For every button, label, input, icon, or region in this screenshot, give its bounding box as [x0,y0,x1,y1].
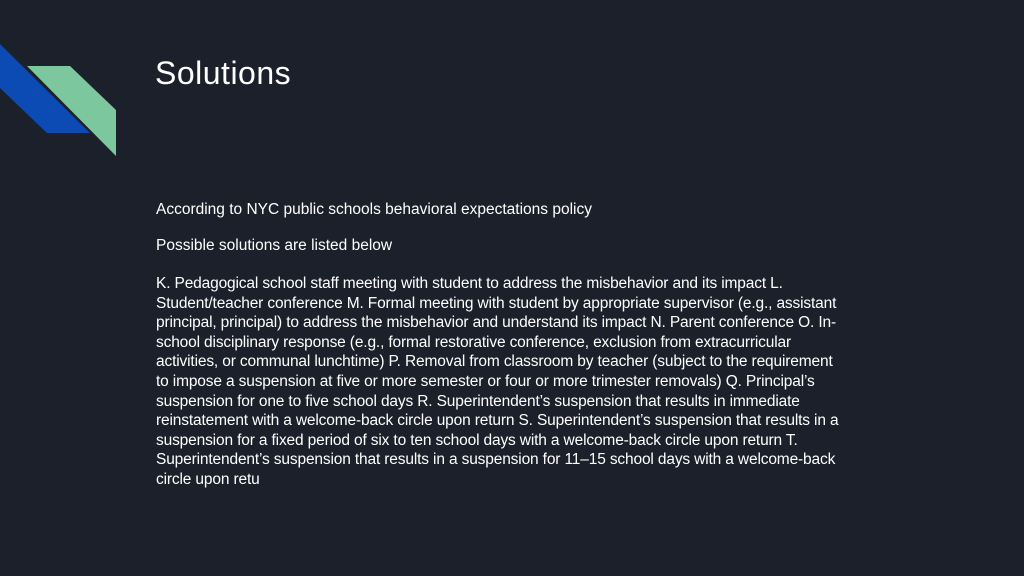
body-line: to impose a suspension at five or more semester or four or more trimester removals) Q. Principal’s [156,372,815,390]
body-line: suspension for one to five school days R. Superintendent’s suspension that results in immediate [156,392,800,410]
body-line: reinstatement with a welcome-back circle upon return S. Superintendent’s suspension that results in a [156,412,839,430]
slide-title: Solutions [155,55,292,91]
body-line: school disciplinary response (e.g., formal restorative conference, exclusion from extracurricular [156,333,791,351]
solutions-body [156,274,838,490]
body-line: K. Pedagogical school staff meeting with student to address the misbehavior and its impact L. [156,275,783,292]
decorative-stripes [0,0,130,170]
intro-text: According to NYC public schools behavioral expectations policy [156,201,592,218]
body-line: Student/teacher conference M. Formal meeting with student by appropriate supervisor (e.g., assistant [156,294,837,312]
body-line: suspension for a fixed period of six to ten school days with a welcome-back circle upon return T. [156,431,798,449]
body-line: Superintendent’s suspension that results in a suspension for 11–15 school days with a welcome-back [156,451,836,469]
body-line: activities, or communal lunchtime) P. Removal from classroom by teacher (subject to the requirement [156,353,833,371]
body-line: principal, principal) to address the misbehavior and understand its impact N. Parent conference O. In- [156,314,836,332]
subheading-text: Possible solutions are listed below [156,237,393,254]
body-line: circle upon retu [156,470,260,488]
